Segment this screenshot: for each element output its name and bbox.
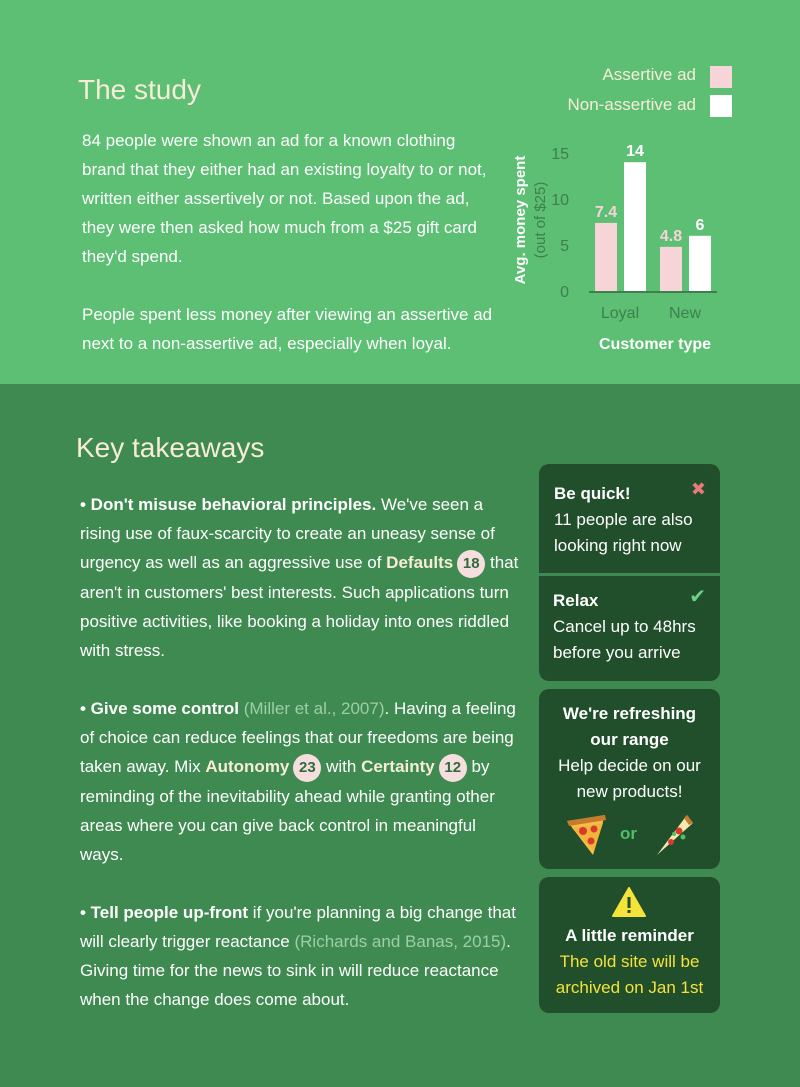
y-axis-subtitle: (out of $25) <box>532 181 549 259</box>
y-tick-label: 5 <box>560 238 569 255</box>
x-tick-label: Loyal <box>600 305 640 322</box>
check-icon: ✔ <box>689 586 706 608</box>
takeaway-1-text-1: We've seen a rising use of faux-scarcity to create an uneasy sense of urgency as well as an aggressive use of <box>80 495 495 572</box>
legend-assertive-label: Assertive ad <box>602 65 696 84</box>
takeaway-1-text-2: that aren't in customers' best interests. Such applications turn positive activities, like booking a holiday into ones riddled with stress. <box>80 553 519 660</box>
relax-title: Relax <box>553 591 599 610</box>
card-divider <box>539 573 720 576</box>
urgency-comparison-card <box>539 464 720 681</box>
y-tick-label: 15 <box>551 146 569 163</box>
bar <box>595 223 617 291</box>
bar-chart <box>505 130 745 370</box>
pizza-pepperoni-icon[interactable] <box>563 811 609 857</box>
study-paragraph-2: People spent less money after viewing an assertive ad next to a non-assertive ad, especially when loyal. <box>82 305 493 353</box>
takeaway-item-1 <box>80 490 520 665</box>
study-title: The study <box>78 74 201 105</box>
legend-non-assertive-swatch <box>710 95 732 117</box>
refresh-range-card <box>539 689 720 869</box>
bar <box>660 247 682 291</box>
takeaway-2-lead: • Give some control <box>80 699 239 718</box>
refresh-title: We're refreshing our range <box>562 704 697 749</box>
x-tick-label: New <box>668 305 702 322</box>
or-label: or <box>620 824 637 843</box>
be-quick-text: 11 people are also looking right now <box>554 510 693 555</box>
takeaway-item-2 <box>80 694 520 869</box>
study-paragraph-1: 84 people were shown an ad for a known clothing brand that they either had an existing loyalty to or not, written either assertively or not. Based upon the ad, they were then asked how much from a $25 gift card they'd spend. <box>82 131 487 266</box>
takeaway-2-text-2: with <box>321 757 362 776</box>
data-label: 4.8 <box>659 227 683 245</box>
takeaway-3-lead: • Tell people up-front <box>80 903 249 922</box>
certainty-link[interactable]: Certainty <box>361 757 435 776</box>
refresh-text: Help decide on our new products! <box>558 756 701 801</box>
reminder-text: The old site will be archived on Jan 1st <box>555 952 704 997</box>
takeaway-3-citation: (Richards and Banas, 2015) <box>289 932 507 951</box>
takeaway-3-text-1: if you're planning a big change that will clearly trigger reactance <box>80 903 516 951</box>
defaults-badge: 18 <box>457 550 485 578</box>
autonomy-badge: 23 <box>293 754 321 782</box>
be-quick-title: Be quick! <box>554 484 631 503</box>
legend-assertive-swatch <box>710 66 732 88</box>
y-axis-title: Avg. money spent <box>512 155 529 285</box>
reminder-card <box>539 877 720 1013</box>
x-axis-title: Customer type <box>598 336 712 353</box>
data-label: 6 <box>695 216 705 234</box>
takeaways-title: Key takeaways <box>76 432 265 463</box>
warning-icon <box>611 886 647 918</box>
takeaway-1-lead: • Don't misuse behavioral principles. <box>80 495 377 514</box>
autonomy-link[interactable]: Autonomy <box>205 757 290 776</box>
takeaway-3-text-2: . Giving time for the news to sink in will reduce reactance when the change does come about. <box>80 932 511 1009</box>
y-tick-label: 10 <box>551 192 569 209</box>
bar <box>624 162 646 291</box>
takeaway-item-3 <box>80 898 520 1014</box>
y-tick-label: 0 <box>560 284 569 301</box>
data-label: 14 <box>626 143 644 161</box>
cross-icon: ✖ <box>690 479 706 499</box>
reminder-title: A little reminder <box>565 926 694 945</box>
relax-text: Cancel up to 48hrs before you arrive <box>553 617 696 662</box>
takeaway-2-text-3: by reminding of the inevitability ahead while granting other areas where you can give back control in meaningful ways. <box>80 757 495 864</box>
data-label: 7.4 <box>594 203 618 221</box>
takeaway-2-citation: (Miller et al., 2007) <box>239 699 385 718</box>
pizza-margherita-icon[interactable] <box>649 811 695 857</box>
defaults-link[interactable]: Defaults <box>386 553 454 572</box>
certainty-badge: 12 <box>439 754 467 782</box>
bar <box>689 236 711 291</box>
legend-non-assertive-label: Non-assertive ad <box>567 95 696 114</box>
takeaway-2-text-1: . Having a feeling of choice can reduce feelings that our freedoms are being taken away. Mix <box>80 699 516 776</box>
